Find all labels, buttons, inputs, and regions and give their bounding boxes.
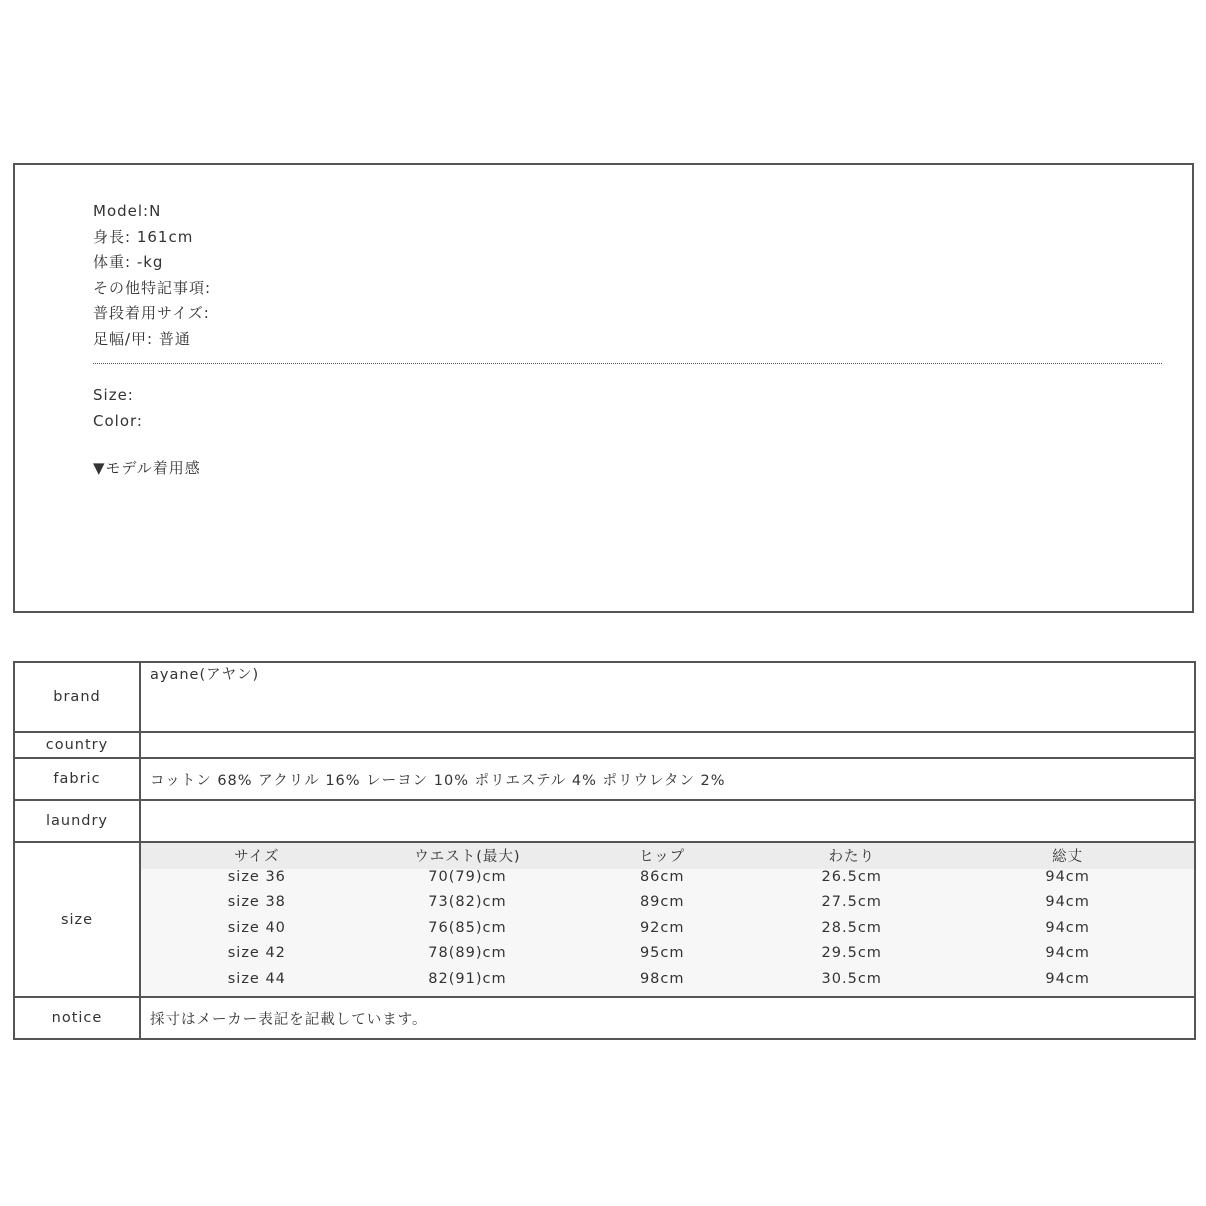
size-cell: size 36 bbox=[227, 868, 286, 885]
table-row bbox=[141, 894, 1194, 920]
model-usual-size: 普段着用サイズ: bbox=[93, 304, 210, 322]
size-cell: size 44 bbox=[227, 970, 286, 987]
length-cell: 94cm bbox=[1045, 945, 1090, 961]
length-cell: 94cm bbox=[1045, 894, 1090, 910]
size-cell: size 42 bbox=[227, 945, 286, 961]
model-height: 身長: 161cm bbox=[93, 227, 194, 246]
table-row bbox=[141, 920, 1194, 946]
country-label: country bbox=[14, 732, 140, 758]
table-row bbox=[141, 945, 1194, 971]
notice-value: 採寸はメーカー表記を記載しています。 bbox=[140, 997, 1195, 1039]
fabric-value: コットン 68% アクリル 16% レーヨン 10% ポリエステル 4% ポリウレタン 2% bbox=[140, 758, 1195, 800]
model-details bbox=[93, 199, 211, 352]
worn-color-label: Color: bbox=[93, 411, 143, 430]
size-header-waist: ウエスト(最大) bbox=[414, 849, 521, 866]
spec-row-fabric bbox=[14, 758, 1195, 800]
length-cell: 94cm bbox=[1045, 868, 1090, 885]
dotted-divider bbox=[93, 363, 1162, 364]
fabric-label: fabric bbox=[14, 758, 140, 800]
size-chart-header bbox=[141, 843, 1194, 869]
thigh-cell: 27.5cm bbox=[821, 894, 882, 910]
model-name: Model:N bbox=[93, 202, 162, 220]
size-cell: size 40 bbox=[227, 919, 286, 936]
brand-label: brand bbox=[14, 662, 140, 732]
model-weight: 体重: -kg bbox=[93, 253, 164, 271]
spec-row-size bbox=[14, 842, 1195, 997]
waist-cell: 73(82)cm bbox=[428, 894, 507, 910]
hip-cell: 86cm bbox=[639, 868, 685, 885]
spec-row-laundry bbox=[14, 800, 1195, 842]
size-header-length: 総丈 bbox=[1052, 849, 1084, 866]
table-row bbox=[141, 869, 1194, 895]
size-header-hip: ヒップ bbox=[639, 849, 686, 866]
waist-cell: 82(91)cm bbox=[428, 970, 507, 987]
spec-row-brand bbox=[14, 662, 1195, 732]
worn-size-label: Size: bbox=[93, 386, 134, 404]
hip-cell: 95cm bbox=[639, 945, 685, 961]
hip-cell: 98cm bbox=[639, 970, 685, 987]
country-value bbox=[140, 732, 1195, 758]
waist-cell: 70(79)cm bbox=[428, 868, 507, 885]
model-foot-width: 足幅/甲: 普通 bbox=[93, 329, 191, 348]
size-chart-cell bbox=[140, 842, 1195, 997]
spec-row-country bbox=[14, 732, 1195, 758]
size-label: size bbox=[14, 842, 140, 997]
notice-label: notice bbox=[14, 997, 140, 1039]
waist-cell: 76(85)cm bbox=[428, 919, 507, 936]
model-fit-heading: ▼モデル着用感 bbox=[93, 459, 201, 477]
model-info-box bbox=[13, 163, 1194, 613]
spec-row-notice bbox=[14, 997, 1195, 1039]
worn-size-color bbox=[93, 383, 143, 434]
thigh-cell: 29.5cm bbox=[821, 945, 882, 961]
hip-cell: 89cm bbox=[639, 894, 685, 910]
table-row bbox=[141, 971, 1194, 997]
size-header-size: サイズ bbox=[234, 849, 280, 866]
waist-cell: 78(89)cm bbox=[428, 945, 507, 961]
model-notes: その他特記事項: bbox=[93, 278, 212, 297]
thigh-cell: 28.5cm bbox=[821, 919, 882, 936]
brand-value: ayane(アヤン) bbox=[140, 662, 1195, 732]
size-header-thigh: わたり bbox=[828, 849, 875, 866]
laundry-label: laundry bbox=[14, 800, 140, 842]
length-cell: 94cm bbox=[1045, 919, 1090, 936]
laundry-value bbox=[140, 800, 1195, 842]
size-chart bbox=[141, 843, 1194, 996]
spec-table bbox=[13, 661, 1196, 1040]
thigh-cell: 26.5cm bbox=[821, 868, 882, 885]
length-cell: 94cm bbox=[1045, 970, 1090, 987]
thigh-cell: 30.5cm bbox=[821, 970, 882, 987]
hip-cell: 92cm bbox=[639, 919, 685, 936]
size-cell: size 38 bbox=[227, 894, 286, 910]
